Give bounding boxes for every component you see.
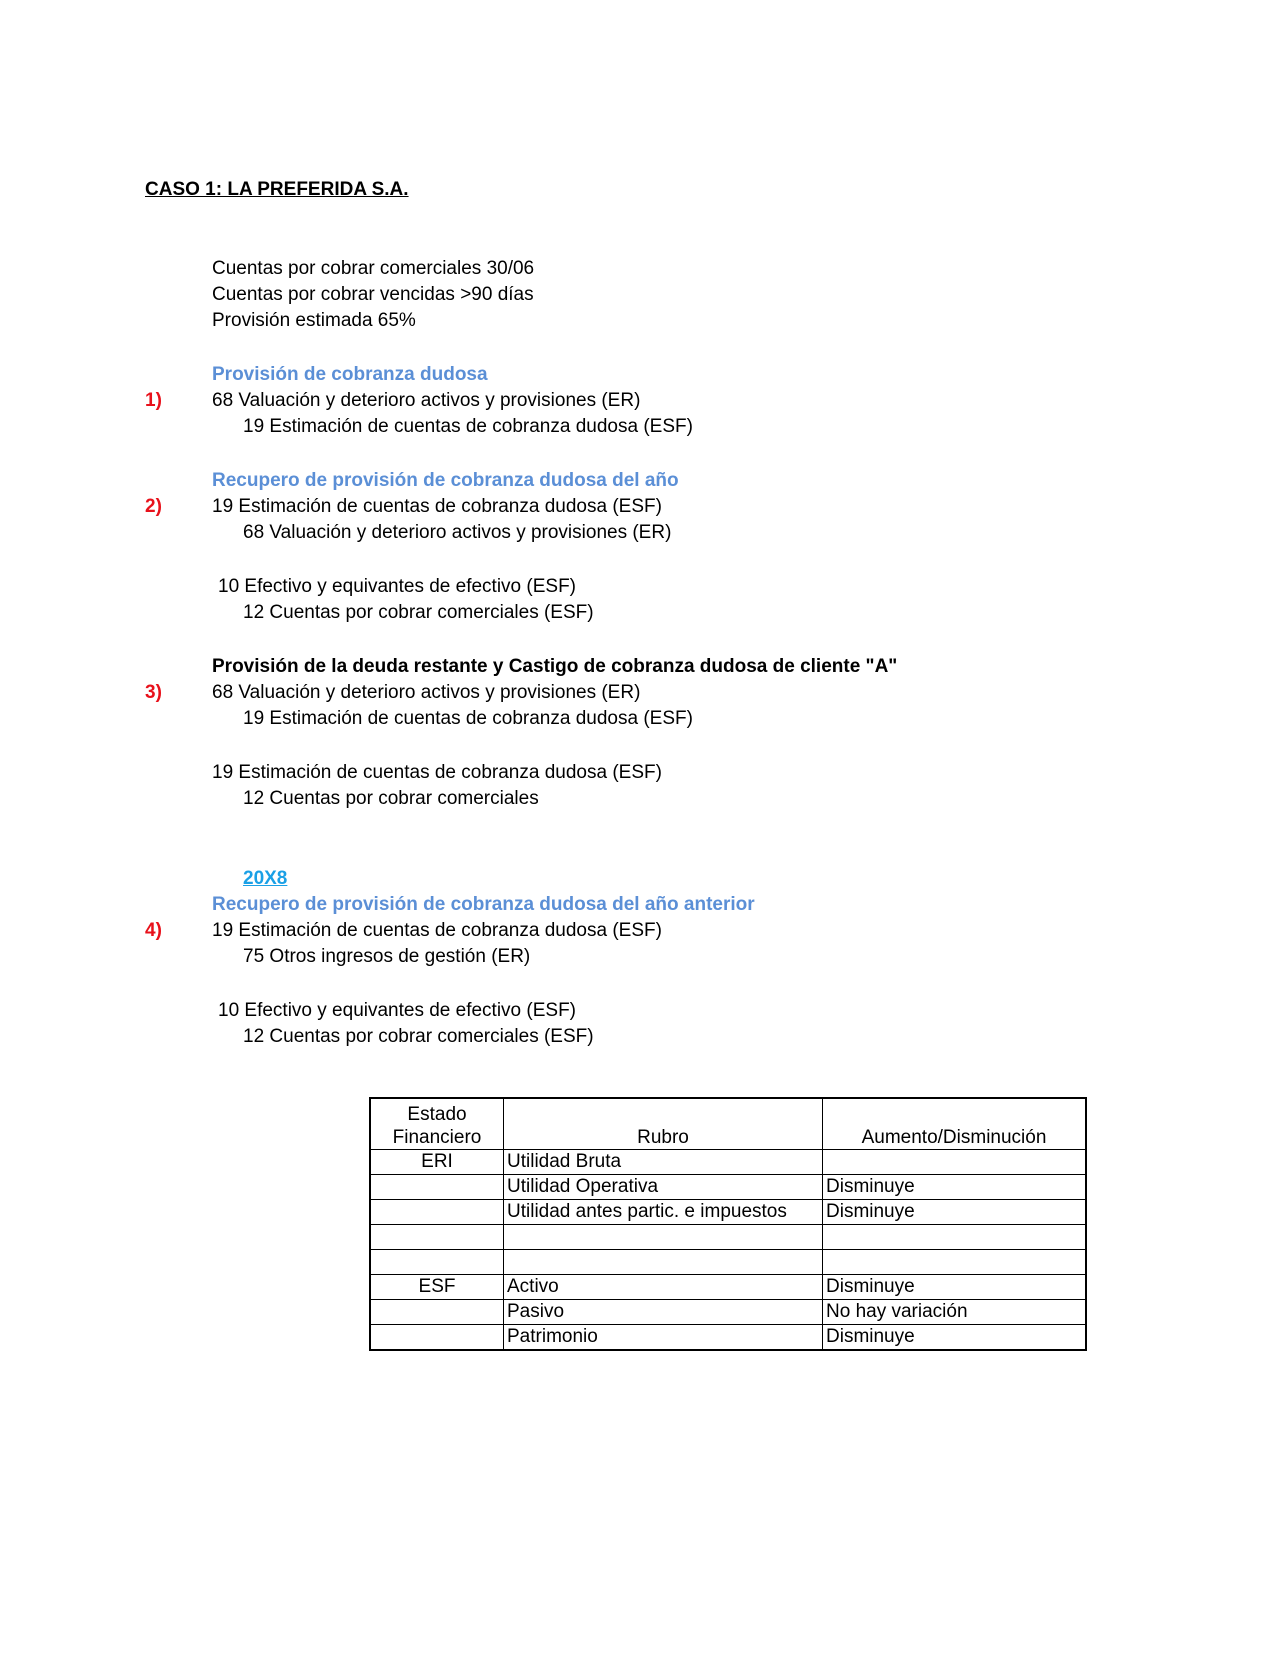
cell-estado	[371, 1250, 504, 1275]
table-row	[371, 1200, 1086, 1225]
section-1-number: 1)	[145, 390, 162, 411]
section-4-debit-2: 10 Efectivo y equivantes de efectivo (ESF)	[218, 1000, 577, 1021]
section-4-number: 4)	[145, 920, 162, 941]
cell-variacion	[823, 1225, 1086, 1250]
cell-rubro: Utilidad Bruta	[504, 1150, 823, 1175]
section-3-debit: 68 Valuación y deterioro activos y provisiones (ER)	[212, 682, 641, 703]
intro-line: Cuentas por cobrar vencidas >90 días	[212, 284, 534, 305]
cell-estado: ERI	[371, 1150, 504, 1175]
table-row	[371, 1325, 1086, 1350]
cell-estado: ESF	[371, 1275, 504, 1300]
cell-variacion: Disminuye	[823, 1275, 1086, 1300]
cell-estado	[371, 1175, 504, 1200]
section-3-credit: 19 Estimación de cuentas de cobranza dudosa (ESF)	[243, 708, 693, 729]
section-1-debit: 68 Valuación y deterioro activos y provisiones (ER)	[212, 390, 641, 411]
cell-variacion: Disminuye	[823, 1325, 1086, 1350]
cell-estado	[371, 1225, 504, 1250]
table-row	[371, 1150, 1086, 1175]
section-4-credit-2: 12 Cuentas por cobrar comerciales (ESF)	[243, 1026, 594, 1047]
intro-line: Cuentas por cobrar comerciales 30/06	[212, 258, 535, 279]
year-label: 20X8	[243, 868, 288, 889]
section-2-debit: 19 Estimación de cuentas de cobranza dudosa (ESF)	[212, 496, 662, 517]
section-2-debit-2: 10 Efectivo y equivantes de efectivo (ESF)	[218, 576, 577, 597]
cell-rubro: Utilidad Operativa	[504, 1175, 823, 1200]
section-2-credit-2: 12 Cuentas por cobrar comerciales (ESF)	[243, 602, 594, 623]
cell-rubro	[504, 1225, 823, 1250]
summary-table	[370, 1098, 1086, 1350]
section-2-heading: Recupero de provisión de cobranza dudosa del año	[212, 470, 679, 491]
section-3-number: 3)	[145, 682, 162, 703]
cell-rubro: Patrimonio	[504, 1325, 823, 1350]
header-rubro: Rubro	[504, 1099, 823, 1150]
cell-estado	[371, 1325, 504, 1350]
section-4-debit: 19 Estimación de cuentas de cobranza dudosa (ESF)	[212, 920, 662, 941]
cell-rubro: Pasivo	[504, 1300, 823, 1325]
section-3-heading: Provisión de la deuda restante y Castigo de cobranza dudosa de cliente "A"	[212, 656, 898, 677]
cell-variacion: No hay variación	[823, 1300, 1086, 1325]
cell-estado	[371, 1300, 504, 1325]
section-3-credit-2: 12 Cuentas por cobrar comerciales	[243, 788, 539, 809]
header-aumento-disminucion: Aumento/Disminución	[823, 1099, 1086, 1150]
table-row	[371, 1275, 1086, 1300]
section-2-number: 2)	[145, 496, 162, 517]
cell-rubro	[504, 1250, 823, 1275]
cell-rubro: Activo	[504, 1275, 823, 1300]
cell-variacion	[823, 1150, 1086, 1175]
table-header-row	[371, 1099, 1086, 1150]
section-1-credit: 19 Estimación de cuentas de cobranza dudosa (ESF)	[243, 416, 693, 437]
cell-variacion	[823, 1250, 1086, 1275]
cell-estado	[371, 1200, 504, 1225]
intro-line: Provisión estimada 65%	[212, 310, 416, 331]
table-row	[371, 1225, 1086, 1250]
table-row	[371, 1250, 1086, 1275]
cell-variacion: Disminuye	[823, 1200, 1086, 1225]
cell-variacion: Disminuye	[823, 1175, 1086, 1200]
cell-rubro: Utilidad antes partic. e impuestos	[504, 1200, 823, 1225]
section-4-credit: 75 Otros ingresos de gestión (ER)	[243, 946, 531, 967]
section-2-credit: 68 Valuación y deterioro activos y provisiones (ER)	[243, 522, 672, 543]
table-row	[371, 1300, 1086, 1325]
page-title: CASO 1: LA PREFERIDA S.A.	[145, 179, 409, 200]
header-estado-financiero: Estado Financiero	[371, 1099, 504, 1150]
section-4-heading: Recupero de provisión de cobranza dudosa del año anterior	[212, 894, 755, 915]
section-3-debit-2: 19 Estimación de cuentas de cobranza dudosa (ESF)	[212, 762, 662, 783]
table-row	[371, 1175, 1086, 1200]
section-1-heading: Provisión de cobranza dudosa	[212, 364, 488, 385]
